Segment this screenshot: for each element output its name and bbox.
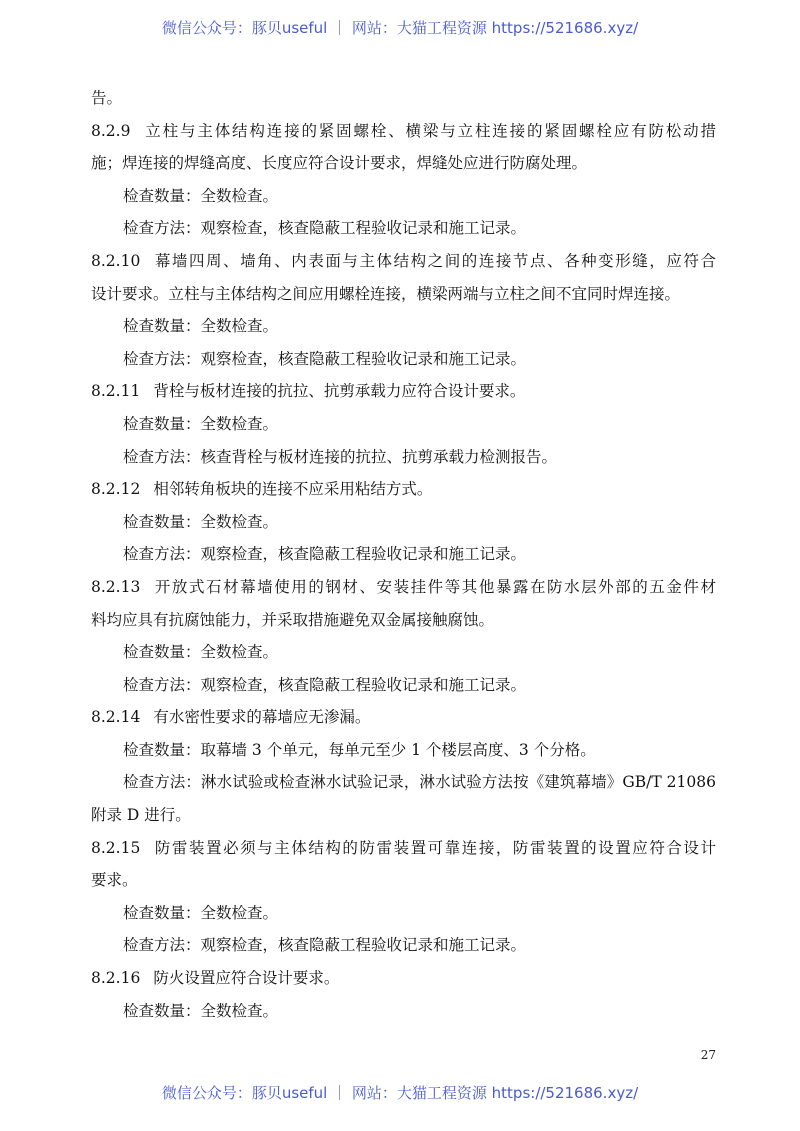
clause-text: 幕墙四周、墙角、内表面与主体结构之间的连接节点、各种变形缝，应符合 — [153, 251, 716, 270]
check-method: 检查方法：观察检查，核查隐蔽工程验收记录和施工记录。 — [123, 219, 527, 238]
watermark-header: 微信公众号：豚贝useful ｜ 网站：大猫工程资源 https://521686.xyz/ — [161, 19, 639, 37]
clause-8-2-16 — [91, 962, 716, 995]
clause-8-2-10 — [91, 245, 716, 278]
check-method: 检查方法：观察检查，核查隐蔽工程验收记录和施工记录。 — [123, 545, 527, 564]
clause-text: 有水密性要求的幕墙应无渗漏。 — [153, 708, 371, 727]
clause-continuation: 附录 D 进行。 — [91, 806, 191, 825]
clause-continuation: 设计要求。立柱与主体结构之间应用螺栓连接，横梁两端与立柱之间不宜同时焊连接。 — [91, 284, 681, 303]
check-method: 检查方法：观察检查，核查隐蔽工程验收记录和施工记录。 — [123, 675, 527, 694]
check-method: 检查方法：观察检查，核查隐蔽工程验收记录和施工记录。 — [123, 936, 527, 955]
clause-continuation: 要求。 — [91, 871, 138, 890]
clause-number: 8.2.13 — [91, 577, 141, 596]
clause-8-2-9 — [91, 115, 716, 148]
check-quantity: 检查数量：全数检查。 — [123, 512, 279, 531]
check-quantity: 检查数量：取幕墙 3 个单元，每单元至少 1 个楼层高度、3 个分格。 — [123, 740, 596, 759]
clause-8-2-12 — [91, 473, 716, 506]
watermark-footer: 微信公众号：豚贝useful ｜ 网站：大猫工程资源 https://521686.xyz/ — [161, 1084, 639, 1102]
check-quantity: 检查数量：全数检查。 — [123, 1001, 279, 1020]
text-line: 告。 — [91, 89, 123, 107]
clause-number: 8.2.10 — [91, 251, 141, 270]
check-quantity: 检查数量：全数检查。 — [123, 903, 279, 922]
check-quantity: 检查数量：全数检查。 — [123, 643, 279, 662]
clause-number: 8.2.14 — [91, 708, 141, 727]
document-body — [91, 82, 716, 1027]
clause-number: 8.2.9 — [91, 121, 131, 140]
check-quantity: 检查数量：全数检查。 — [123, 186, 279, 205]
clause-continuation: 料均应具有抗腐蚀能力，并采取措施避免双金属接触腐蚀。 — [91, 610, 495, 629]
clause-number: 8.2.16 — [91, 969, 141, 988]
check-quantity: 检查数量：全数检查。 — [123, 414, 279, 433]
clause-8-2-13 — [91, 571, 716, 604]
clause-text: 背栓与板材连接的抗拉、抗剪承载力应符合设计要求。 — [153, 382, 526, 401]
check-method: 检查方法：淋水试验或检查淋水试验记录，淋水试验方法按《建筑幕墙》GB/T 21086 — [123, 773, 716, 792]
clause-8-2-11 — [91, 375, 716, 408]
clause-text: 立柱与主体结构连接的紧固螺栓、横梁与立柱连接的紧固螺栓应有防松动措 — [143, 121, 716, 140]
page-number: 27 — [700, 1048, 716, 1062]
clause-text: 相邻转角板块的连接不应采用粘结方式。 — [153, 480, 433, 499]
check-method: 检查方法：观察检查，核查隐蔽工程验收记录和施工记录。 — [123, 349, 527, 368]
clause-number: 8.2.12 — [91, 480, 141, 499]
clause-text: 防火设置应符合设计要求。 — [153, 969, 340, 988]
check-method: 检查方法：核查背栓与板材连接的抗拉、抗剪承载力检测报告。 — [123, 447, 558, 466]
clause-number: 8.2.11 — [91, 382, 141, 401]
clause-8-2-15 — [91, 832, 716, 865]
check-quantity: 检查数量：全数检查。 — [123, 317, 279, 336]
clause-text: 防雷装置必须与主体结构的防雷装置可靠连接，防雷装置的设置应符合设计 — [153, 838, 716, 857]
clause-8-2-14 — [91, 701, 716, 734]
clause-text: 开放式石材幕墙使用的钢材、安装挂件等其他暴露在防水层外部的五金件材 — [153, 577, 716, 596]
clause-number: 8.2.15 — [91, 838, 141, 857]
clause-continuation: 施；焊连接的焊缝高度、长度应符合设计要求，焊缝处应进行防腐处理。 — [91, 154, 588, 173]
